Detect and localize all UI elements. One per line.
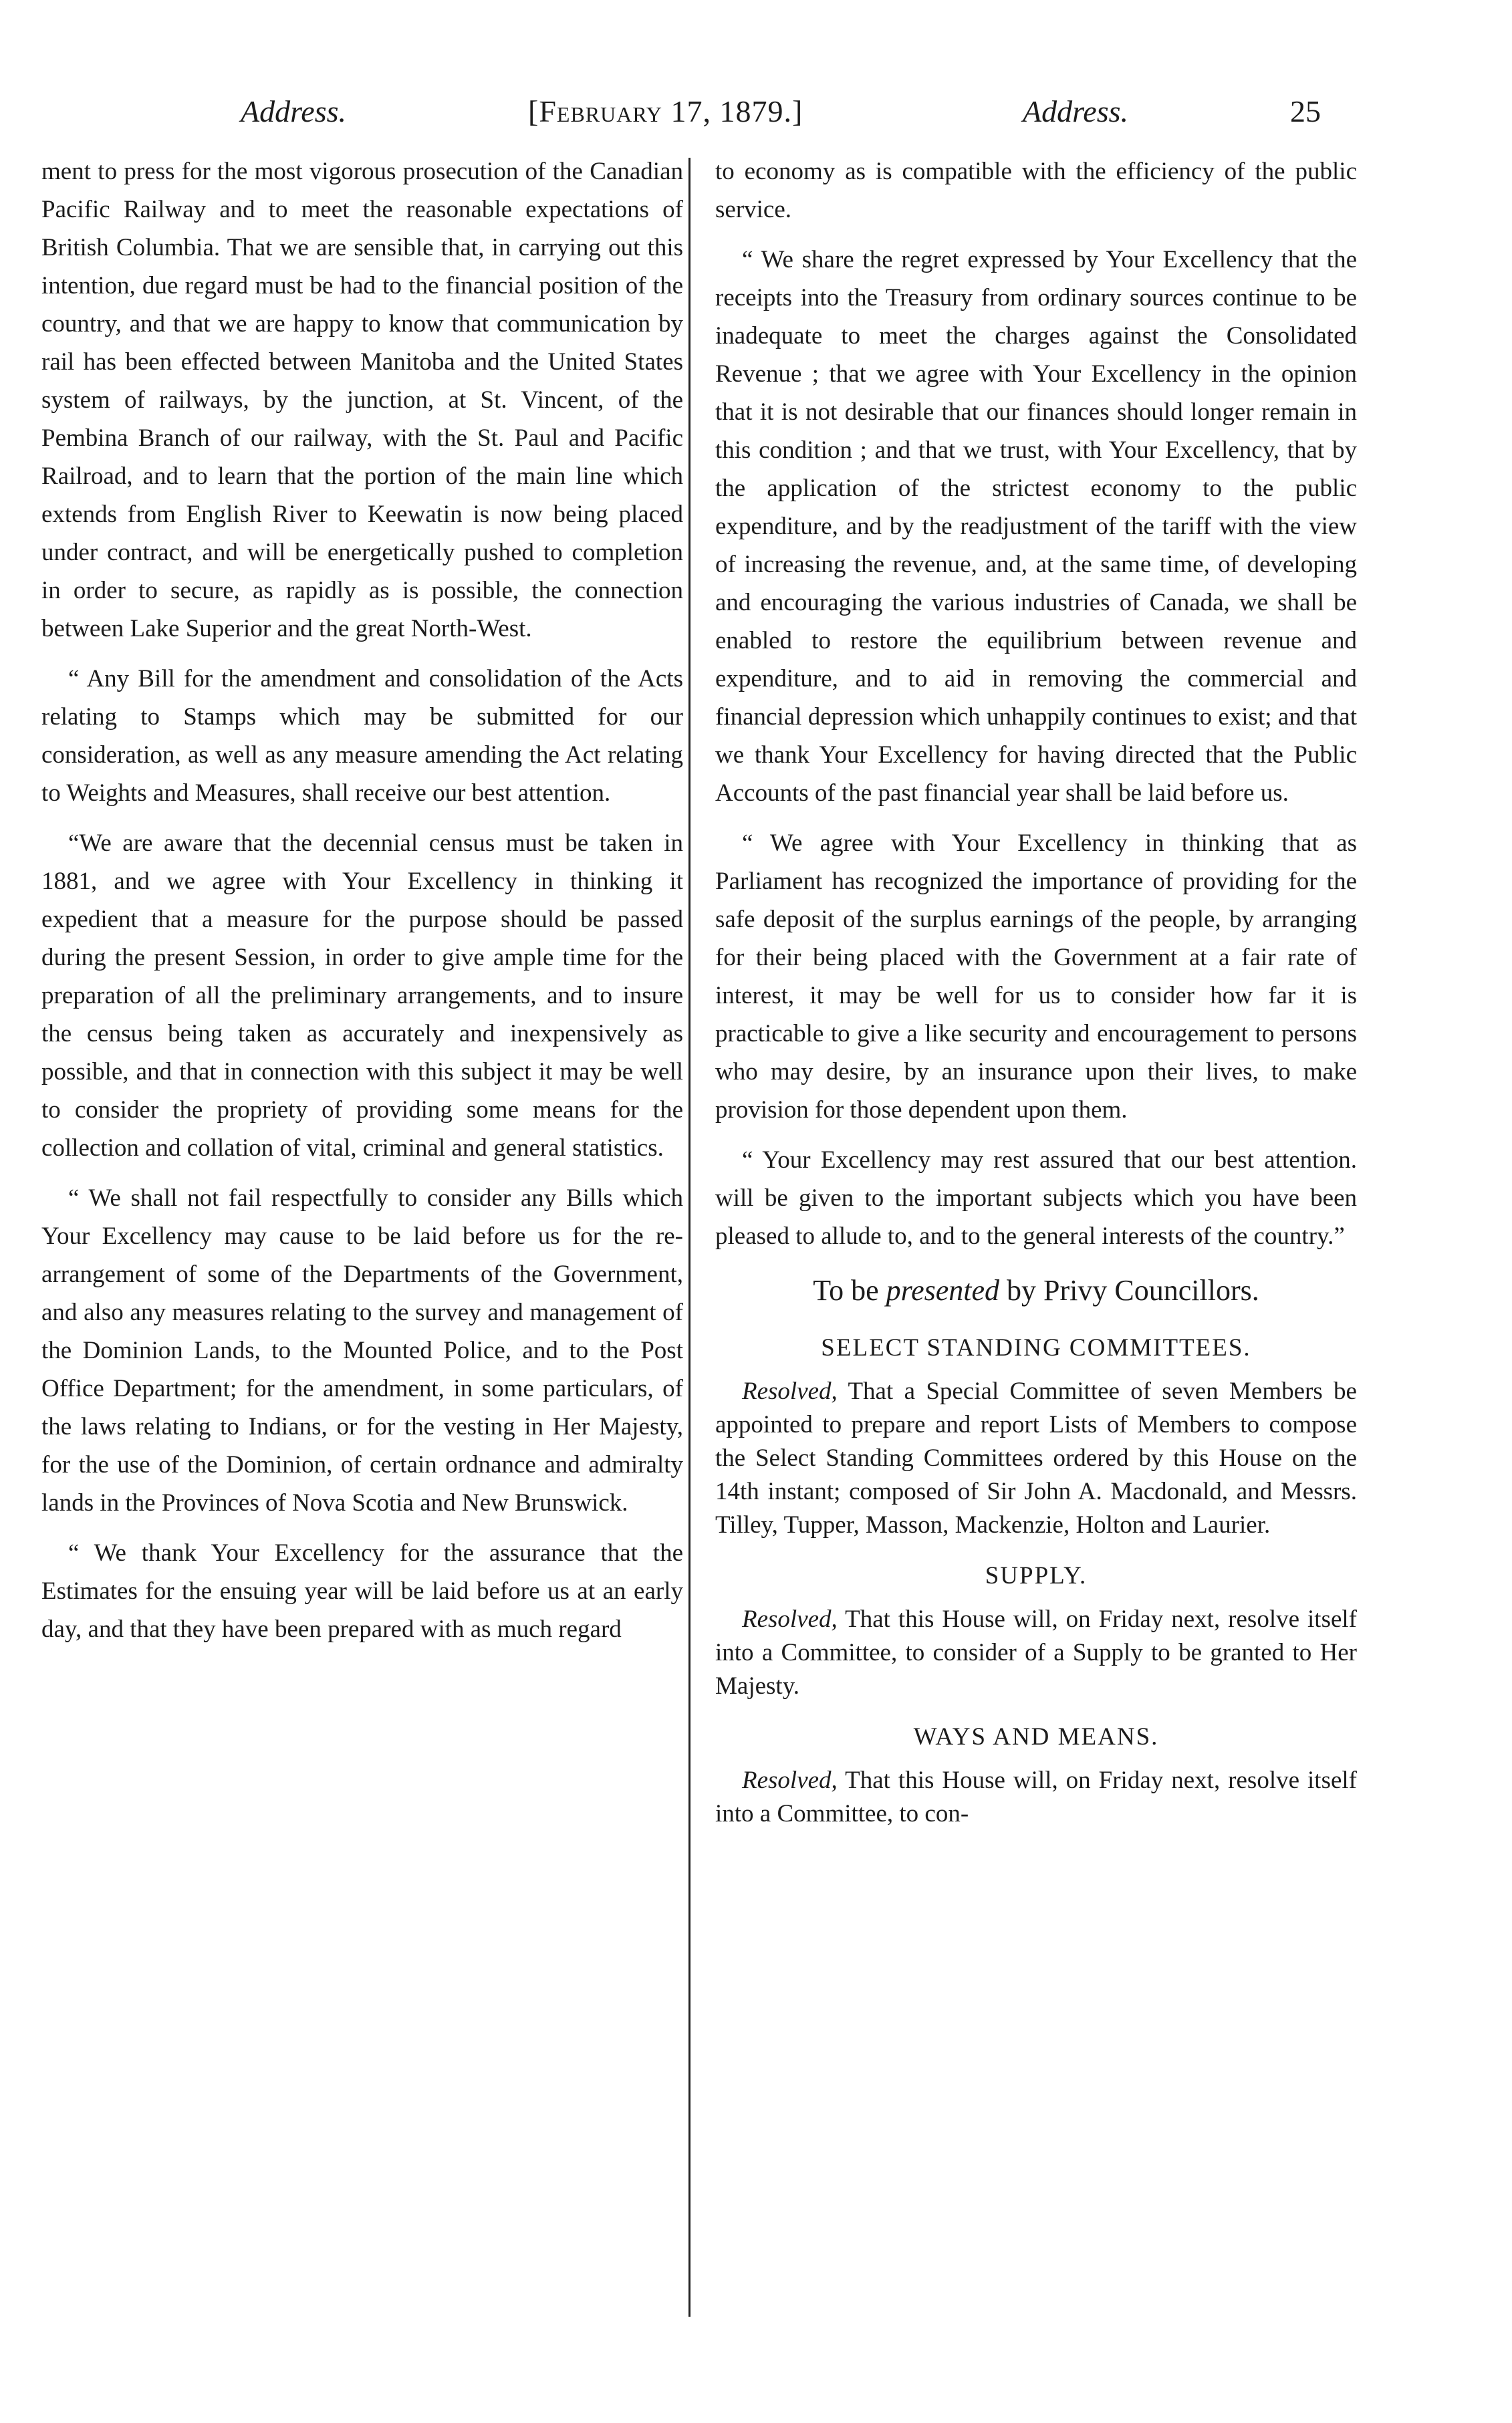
running-head bbox=[201, 82, 1364, 142]
page-number: 25 bbox=[1290, 94, 1321, 128]
right-paragraph-4: “ Your Excellency may rest assured that our best attention. will be given to the important subjects which you have been pleased to allude to, and to the general interests of the country.” bbox=[715, 1146, 1357, 1250]
heading-ways-and-means: WAYS AND MEANS. bbox=[913, 1723, 1159, 1751]
resolution-text: That this House will, on Friday next, resolve itself into a Committee, to con- bbox=[715, 1767, 1357, 1827]
resolved-label: Resolved, bbox=[742, 1767, 838, 1794]
presented-line bbox=[715, 1267, 1357, 1314]
resolution-text: That this House will, on Friday next, resolve itself into a Committee, to consider of a Supply to be granted to Her Majesty. bbox=[715, 1606, 1357, 1700]
left-paragraph-1: ment to press for the most vigorous prosecution of the Canadian Pacific Railway and to meet the reasonable expectations of British Columbia. That we are sensible that, in carrying out this intention, due regard must be had to the financial position of the country, and that we are happy to know that communication by rail has been effected between Manitoba and the United States system of railways, by the junction, at St. Vincent, of the Pembina Branch of our railway, with the St. Paul and Pacific Railroad, and to learn that the portion of the main line which extends from English River to Keewatin is now being placed under contract, and will be energetically pushed to completion in order to secure, as rapidly as is possible, the connection between Lake Superior and the great North-West. bbox=[41, 158, 683, 642]
right-paragraph-2: “ We share the regret expressed by Your Excellency that the receipts into the Treasury from ordinary sources continue to be inadequate to meet the charges against the Consolidated Revenue ; that we agree with Your Excellency in the opinion that it is not desirable that our finances should longer remain in this condition ; and that we trust, with Your Excellency, that by the application of the strictest economy to the public expenditure, and by the readjustment of the tariff with the view of increasing the revenue, and, at the same time, of developing and encouraging the various industries of Canada, we shall be enabled to restore the equilibrium between revenue and expenditure, and to aid in removing the commercial and financial depression which unhappily continues to exist; and that we thank Your Excellency for having directed that the Public Accounts of the past financial year shall be laid before us. bbox=[715, 246, 1357, 807]
resolution-committees bbox=[715, 1375, 1357, 1542]
left-paragraph-3: “We are aware that the decennial census must be taken in 1881, and we agree with Your Excellency in thinking it expedient that a measure for the purpose should be passed during the present Session, in order to give ample time for the preparation of all the preliminary arrangements, and to insure the census being taken as accurately and inexpensively as possible, and that in connection with this subject it may be well to consider the propriety of providing some means for the collection and collation of vital, criminal and general statistics. bbox=[41, 830, 683, 1162]
resolved-label: Resolved, bbox=[742, 1606, 838, 1633]
left-paragraph-4: “ We shall not fail respectfully to consider any Bills which Your Excellency may cause to be laid before us for the re-arrangement of some of the Departments of the Government, and also any measures relating to the survey and management of the Dominion Lands, to the Mounted Police, and to the Post Office Department; for the amendment, in some particulars, of the laws relating to Indians, or for the vesting in Her Majesty, for the use of the Dominion, of certain ordnance and admiralty lands in the Provinces of Nova Scotia and New Brunswick. bbox=[41, 1184, 683, 1517]
presented-post: by Privy Councillors. bbox=[1007, 1274, 1259, 1307]
heading-select-standing-committees: SELECT STANDING COMMITTEES. bbox=[821, 1334, 1251, 1362]
heading-supply: SUPPLY. bbox=[985, 1562, 1088, 1589]
column-divider bbox=[688, 158, 690, 2317]
presented-word: presented bbox=[886, 1274, 1000, 1307]
resolved-label: Resolved, bbox=[742, 1378, 838, 1405]
left-paragraph-2: “ Any Bill for the amendment and consolidation of the Acts relating to Stamps which may be submitted for our consideration, as well as any measure amending the Act relating to Weights and Measures, shall receive our best attention. bbox=[41, 665, 683, 807]
resolution-ways-and-means bbox=[715, 1764, 1357, 1831]
right-paragraph-1: to economy as is compatible with the efficiency of the public service. bbox=[715, 158, 1357, 223]
right-paragraph-3: “ We agree with Your Excellency in thinking that as Parliament has recognized the importance of providing for the safe deposit of the surplus earnings of the people, by arranging for their being placed with the Government at a fair rate of interest, it may be well for us to consider how far it is practicable to give a like security and encouragement to persons who may desire, by an insurance upon their lives, to make provision for those dependent upon them. bbox=[715, 830, 1357, 1124]
resolution-text: That a Special Committee of seven Members be appointed to prepare and report Lists of Members to compose the Select Standing Committees ordered by this House on the 14th instant; composed of Sir John A. Macdonald, and Messrs. Tilley, Tupper, Masson, Mackenzie, Holton and Laurier. bbox=[715, 1378, 1357, 1539]
header-left-title: Address. bbox=[241, 94, 347, 128]
header-date bbox=[528, 82, 803, 142]
resolution-supply bbox=[715, 1603, 1357, 1703]
header-right-title: Address. bbox=[1023, 94, 1129, 128]
header-date-rest: 17, 1879.] bbox=[670, 94, 803, 128]
header-date-month: [February bbox=[528, 94, 663, 128]
left-column bbox=[41, 152, 683, 1660]
right-column bbox=[715, 152, 1357, 1843]
left-paragraph-5: “ We thank Your Excellency for the assurance that the Estimates for the ensuing year will be laid before us at an early day, and that they have been prepared with as much regard bbox=[41, 1539, 683, 1643]
presented-pre: To be bbox=[813, 1274, 879, 1307]
